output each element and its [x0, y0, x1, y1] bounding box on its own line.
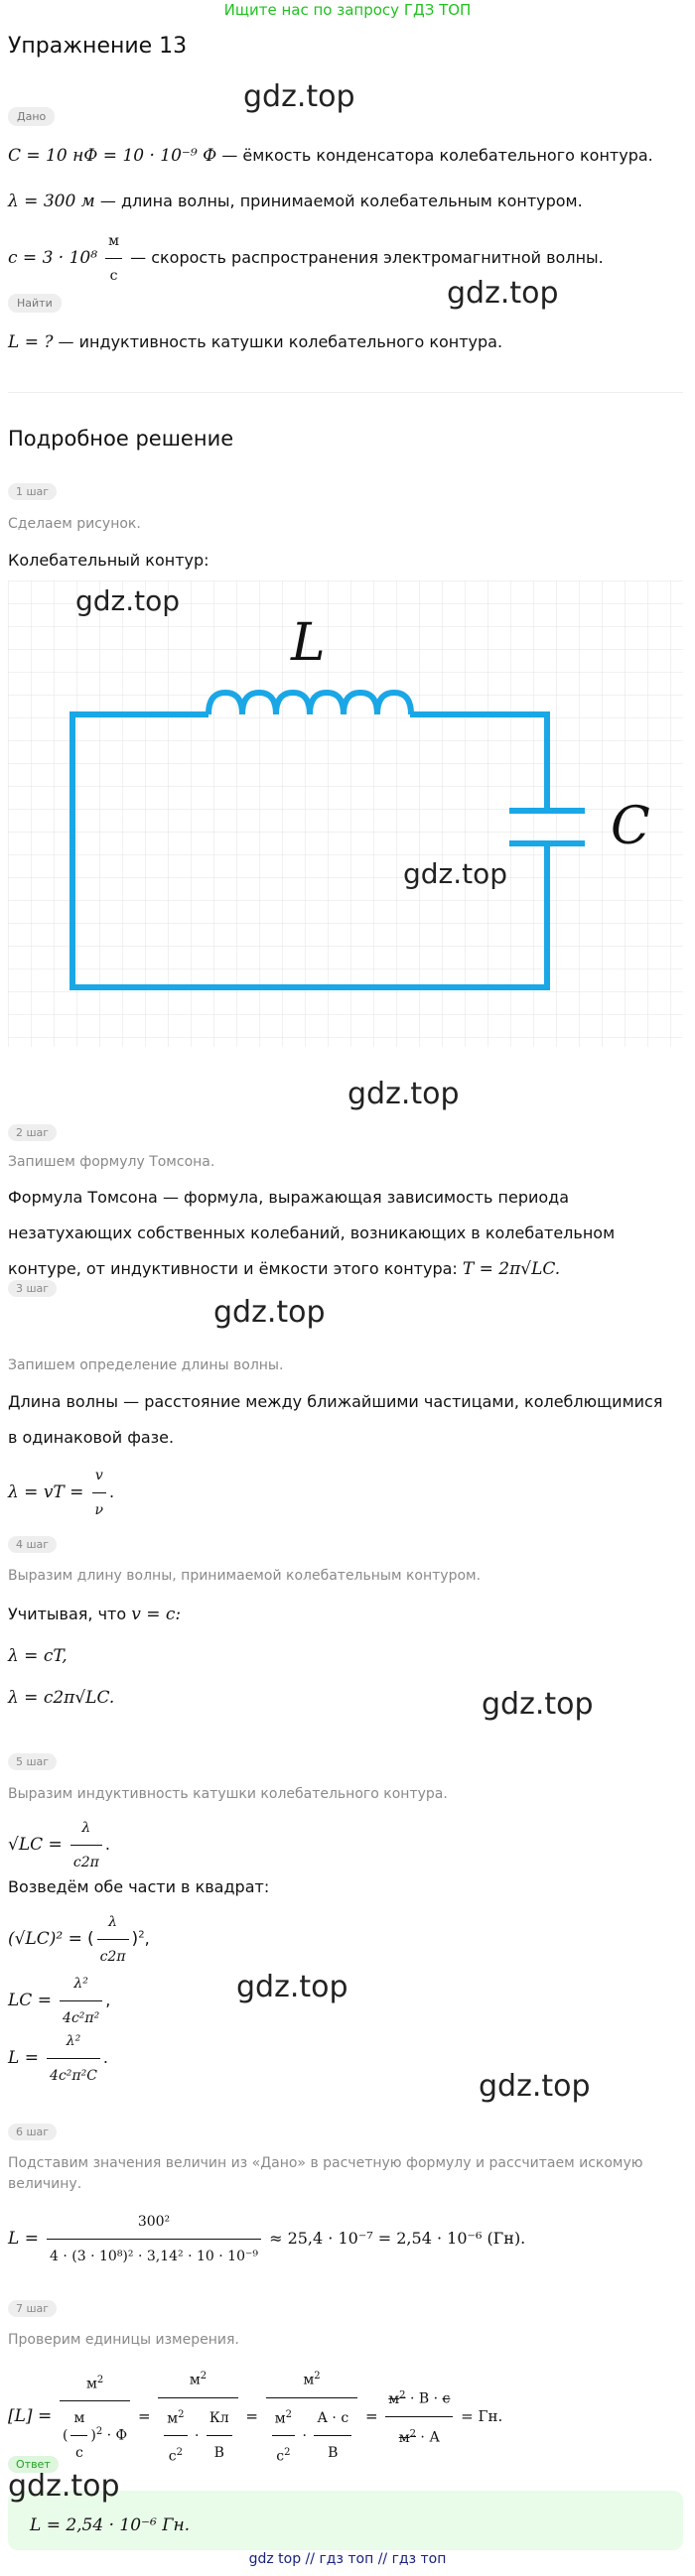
step-5-formula-4: L = $\frac{\text{λ²}}{\text{4c²π²C}}$ . [8, 2024, 108, 2093]
step-7-badge: 7 шаг [8, 2300, 57, 2317]
watermark: gdz.top [479, 2069, 591, 2104]
inductor-label: L [291, 613, 326, 673]
frac-num: v [92, 1459, 107, 1493]
footer-links[interactable]: gdz top // гдз топ // гдз топ [248, 2551, 447, 2567]
step-2-text-1: Формула Томсона — формула, выражающая зависимость периода [8, 1188, 570, 1207]
find-inductance: L = ? [8, 332, 54, 352]
step-4-hint: Выразим длину волны, принимаемой колебательным контуром. [8, 1568, 482, 1584]
given-line-2 [8, 185, 583, 218]
formula-lhs: (√LC)² = [8, 1929, 82, 1949]
step-3-text-2: в одинаковой фазе. [8, 1428, 175, 1447]
thomson-formula: T = 2π√LC. [462, 1259, 561, 1279]
watermark: gdz.top [213, 1295, 326, 1330]
given-wavelength: λ = 300 м [8, 192, 95, 211]
given-line-1 [8, 139, 653, 173]
find-line [8, 325, 502, 359]
watermark: gdz.top [447, 276, 559, 311]
watermark: gdz.top [482, 1687, 594, 1722]
formula-rhs: = Гн. [461, 2406, 503, 2425]
find-desc: — индуктивность катушки колебательного контура. [53, 332, 503, 351]
step-7-formula: [L] = $м^2$ ( $\frac{м}{с}$ )$^2$ · Ф = $м^2$ $\frac{м^2}{с^2}$ · $\frac{Кл}{В}$ = $м^2$ $\frac{м^2}{с^2}$ · $\frac{А \cdot с}{В}$ = $\frac{м^2 \cdot В \cdot с}{м^2 \cdot А}$ = Гн. [8, 2360, 502, 2474]
frac-den: c2π [99, 1949, 126, 1965]
search-banner[interactable]: Ищите нас по запросу ГДЗ ТОП [223, 1, 472, 19]
formula-lhs: √LC = [8, 1835, 63, 1855]
step-4-text [8, 1598, 181, 1631]
frac-num: λ [70, 1811, 102, 1846]
answer-badge: Ответ [8, 2456, 59, 2473]
wavelength-formula: λ = vT = $\frac{v}{\nu}$ . [8, 1459, 114, 1527]
capacitor-label: C [611, 797, 650, 856]
frac-den: 4c²π² [63, 2010, 100, 2026]
circuit-diagram [8, 580, 683, 1047]
formula-lhs: L = [8, 2229, 39, 2249]
step-4-text-body: Учитывая, что [8, 1605, 132, 1623]
step-6-formula [8, 2205, 525, 2273]
given-speed-desc: — скорость распространения электромагнитной волны. [125, 248, 604, 267]
formula-rhs: ≈ 25,4 · 10⁻⁷ = 2,54 · 10⁻⁶ (Гн). [269, 2229, 526, 2248]
step-5-badge: 5 шаг [8, 1753, 57, 1770]
frac-num: 300² [47, 2205, 261, 2240]
step-1-badge: 1 шаг [8, 483, 57, 500]
unit-num: м [105, 224, 122, 259]
frac-den: 4c²π²C [50, 2068, 97, 2084]
step-6-hint-1: Подставим значения величин из «Дано» в расчетную формулу и рассчитаем искомую [8, 2155, 643, 2171]
step-4-formula-2: λ = c2π√LC. [8, 1688, 115, 1708]
watermark: gdz.top [8, 2469, 120, 2504]
step-4-badge: 4 шаг [8, 1536, 57, 1553]
frac-den: 4 · (3 · 10⁸)² · 3,14² · 10 · 10⁻⁹ [50, 2249, 258, 2264]
exercise-title: Упражнение 13 [8, 34, 188, 59]
step-1-hint: Сделаем рисунок. [8, 516, 141, 532]
step-6-hint-2: величину. [8, 2176, 82, 2192]
frac-num: λ² [47, 2024, 100, 2059]
step-2-badge: 2 шаг [8, 1124, 57, 1141]
formula-lhs: L = [8, 2048, 39, 2068]
step-2-text-3-body: контуре, от индуктивности и ёмкости этого контура: [8, 1259, 463, 1278]
frac-num: λ² [60, 1967, 102, 2001]
given-capacitance: C = 10 нФ = 10 · 10⁻⁹ Ф [8, 146, 217, 166]
step-7-hint: Проверим единицы измерения. [8, 2332, 239, 2348]
answer-value: L = 2,54 · 10⁻⁶ Гн. [30, 2515, 191, 2535]
watermark: gdz.top [348, 1077, 460, 1111]
step-2-text-2: незатухающих собственных колебаний, возникающих в колебательном [8, 1224, 616, 1242]
watermark: gdz.top [75, 584, 181, 617]
step-5-formula-3: LC = $\frac{\text{λ²}}{\text{4c²π²}}$ , [8, 1967, 110, 2035]
step-4-formula-1: λ = cT, [8, 1646, 68, 1666]
step-3-badge: 3 шаг [8, 1280, 57, 1297]
given-speed: c = 3 · 10⁸ [8, 248, 98, 268]
step-3-text-1: Длина волны — расстояние между ближайшими частицами, колеблющимися [8, 1392, 663, 1411]
wavelength-formula-lhs: λ = vT = [8, 1482, 84, 1502]
step-5-hint: Выразим индуктивность катушки колебательного контура. [8, 1786, 448, 1802]
frac-den: ν [94, 1502, 104, 1518]
given-badge: Дано [8, 107, 55, 126]
solution-title: Подробное решение [8, 427, 234, 451]
given-wavelength-desc: — длина волны, принимаемой колебательным контуром. [94, 192, 583, 210]
formula-lhs: [L] = [8, 2405, 53, 2426]
step-2-text-3 [8, 1252, 560, 1286]
step-5-formula-1: √LC = $\frac{\lambda}{c2\pi}$ . [8, 1811, 110, 1879]
step-1-text: Колебательный контур: [8, 551, 209, 570]
step-6-badge: 6 шаг [8, 2124, 57, 2140]
unit-den: с [109, 268, 118, 284]
find-badge: Найти [8, 294, 62, 313]
watermark: gdz.top [403, 857, 508, 890]
step-4-condition: v = c: [131, 1605, 182, 1624]
step-2-hint: Запишем формулу Томсона. [8, 1154, 215, 1170]
step-3-hint: Запишем определение длины волны. [8, 1357, 284, 1373]
watermark: gdz.top [236, 1970, 348, 2004]
given-capacitance-desc: — ёмкость конденсатора колебательного контура. [216, 146, 653, 165]
step-5-formula-2: (√LC)² = ( $\frac{\lambda}{c2\pi}$ )$^2$, [8, 1905, 150, 1974]
divider [8, 392, 683, 393]
formula-lhs: LC = [8, 1991, 52, 2010]
step-5-text: Возведём обе части в квадрат: [8, 1877, 270, 1896]
frac-den: c2π [72, 1855, 99, 1870]
frac-num: λ [97, 1905, 129, 1940]
watermark: gdz.top [243, 79, 355, 114]
